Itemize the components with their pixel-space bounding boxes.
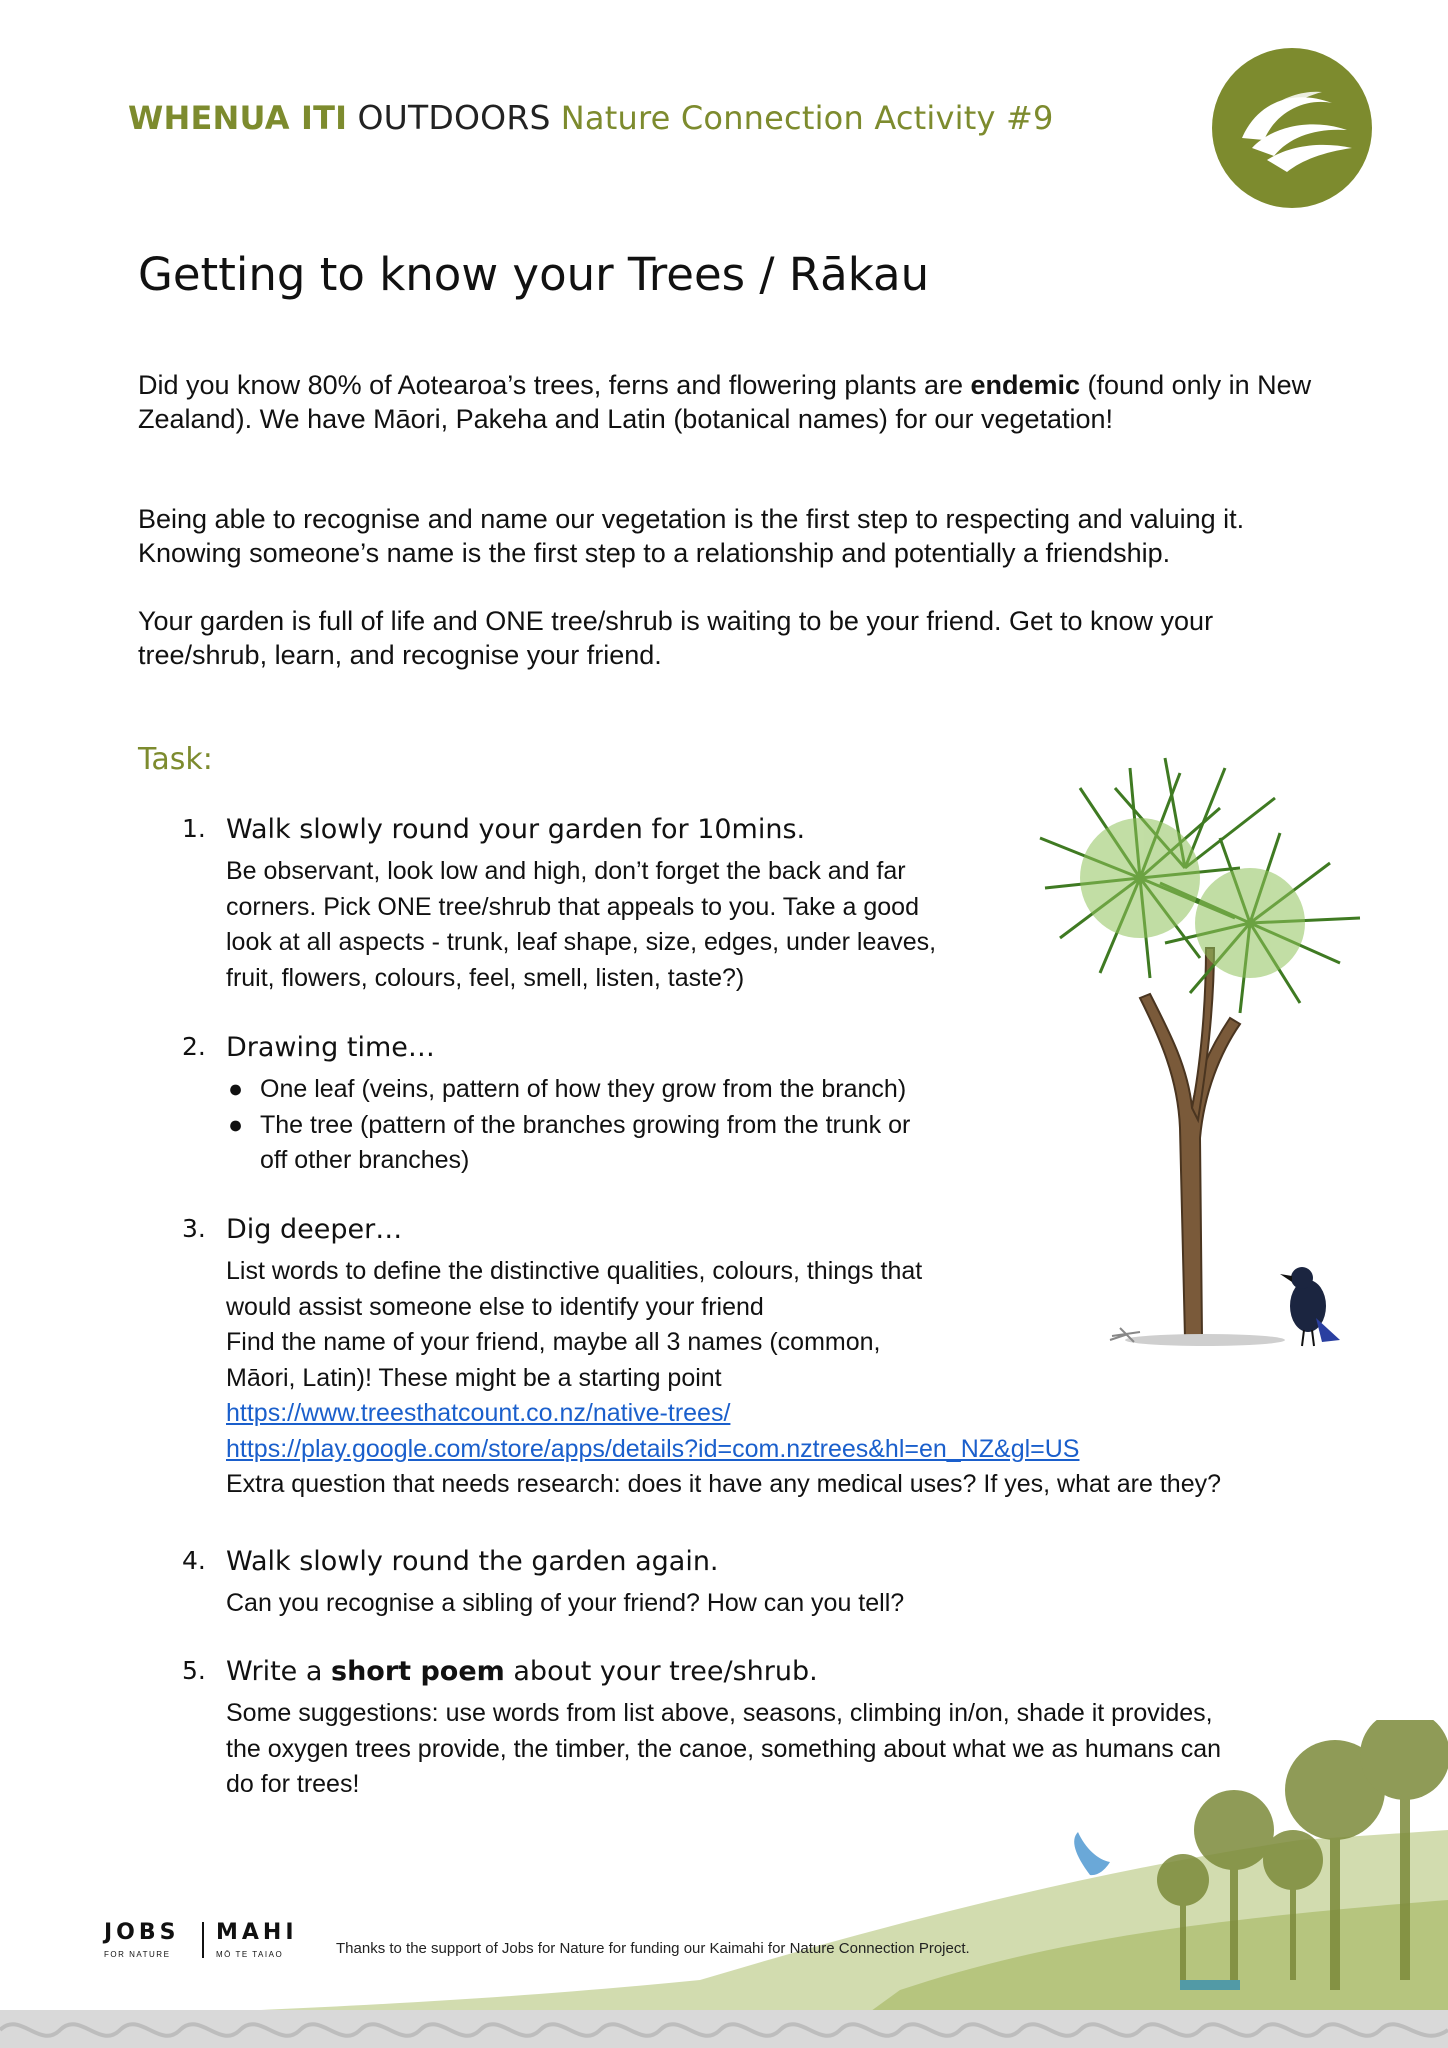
step-heading-b: about your tree/shrub. xyxy=(504,1656,818,1687)
step-heading-a: Write a xyxy=(226,1656,331,1687)
step-line: corners. Pick ONE tree/shrub that appeals to you. Take a good xyxy=(226,892,919,921)
list-item-continuation xyxy=(226,1143,910,1179)
activity-label: Nature Connection Activity #9 xyxy=(560,99,1054,137)
intro-paragraph-1 xyxy=(138,368,1318,436)
intro-p1-text-b: (found only in New Zealand). We have Māori, Pakeha and Latin (botanical names) for our vegetation! xyxy=(138,370,1312,434)
link-nz-trees-app[interactable]: https://play.google.com/store/apps/details?id=com.nztrees&hl=en_NZ&gl=US xyxy=(226,1434,1080,1463)
tui-bird-icon xyxy=(1280,1267,1340,1346)
intro-paragraph-2: Being able to recognise and name our vegetation is the first step to respecting and valuing it. Knowing someone’s name is the first step to a relationship and potentially a friendship. xyxy=(138,504,1245,568)
step-body xyxy=(226,1586,904,1622)
intro-p1-bold: endemic xyxy=(970,370,1081,400)
step-line: the oxygen trees provide, the timber, the canoe, something about what we as humans can xyxy=(226,1734,1222,1763)
logo-jobs: JOBS xyxy=(104,1920,180,1945)
step-line: Be observant, look low and high, don’t forget the back and far xyxy=(226,857,906,885)
step-line: Find the name of your friend, maybe all 3 names (common, xyxy=(226,1328,881,1356)
logo-mahi: MAHI xyxy=(216,1920,298,1945)
brand-whenua-iti: WHENUA ITI xyxy=(128,99,348,137)
bullet-icon: ● xyxy=(228,1075,244,1103)
step-heading: Dig deeper… xyxy=(226,1214,403,1245)
brand-outdoors: OUTDOORS xyxy=(357,98,551,137)
step-heading: Walk slowly round the garden again. xyxy=(226,1546,719,1577)
step-line: Can you recognise a sibling of your friend? How can you tell? xyxy=(226,1589,905,1617)
step-extra-question: Extra question that needs research: does it have any medical uses? If yes, what are they? xyxy=(226,1470,1222,1498)
step-line: List words to define the distinctive qualities, colours, things that xyxy=(226,1257,923,1285)
logo-divider xyxy=(202,1922,204,1958)
intro-paragraph-3: Your garden is full of life and ONE tree/shrub is waiting to be your friend. Get to know your tree/shrub, learn, and recognise your friend. xyxy=(138,606,1214,670)
list-item xyxy=(226,1072,910,1108)
step-number: 2. xyxy=(182,1032,206,1061)
logo-sub-mo-te-taiao: MŌ TE TAIAO xyxy=(216,1950,284,1959)
step-heading: Walk slowly round your garden for 10mins. xyxy=(226,814,806,845)
bullet-text: One leaf (veins, pattern of how they grow from the branch) xyxy=(260,1075,907,1103)
logo-sub-for-nature: FOR NATURE xyxy=(104,1950,171,1959)
landscape-border-decoration xyxy=(0,1720,1448,2048)
step-number: 1. xyxy=(182,814,206,843)
intro-p1-text-a: Did you know 80% of Aotearoa’s trees, ferns and flowering plants are xyxy=(138,370,971,400)
step-number: 4. xyxy=(182,1546,206,1575)
bullet-text: The tree (pattern of the branches growing from the trunk or xyxy=(260,1110,911,1139)
step-number: 5. xyxy=(182,1656,206,1685)
step-line: Some suggestions: use words from list above, seasons, climbing in/on, shade it provides, xyxy=(226,1699,1213,1727)
cabbage-tree-illustration xyxy=(1010,748,1380,1358)
step-line: Māori, Latin)! These might be a starting point xyxy=(226,1363,722,1392)
footer-thanks: Thanks to the support of Jobs for Nature for funding our Kaimahi for Nature Connection Project. xyxy=(336,1940,970,1957)
step-body xyxy=(226,854,936,996)
whenua-iti-wave-logo-icon xyxy=(1212,48,1372,208)
step-line: fruit, flowers, colours, feel, smell, listen, taste?) xyxy=(226,963,745,992)
step-number: 3. xyxy=(182,1214,206,1243)
list-item xyxy=(226,1108,910,1144)
step-line: look at all aspects - trunk, leaf shape, size, edges, under leaves, xyxy=(226,928,937,956)
jobs-for-nature-logo xyxy=(104,1920,304,1964)
step-heading: Drawing time… xyxy=(226,1032,435,1063)
step-heading-bold: short poem xyxy=(331,1656,505,1687)
step-bullet-list xyxy=(226,1072,910,1179)
step-line: do for trees! xyxy=(226,1770,360,1798)
header-title xyxy=(128,96,1054,138)
step-line: would assist someone else to identify your friend xyxy=(226,1292,764,1321)
page-title: Getting to know your Trees / Rākau xyxy=(138,248,930,301)
bullet-icon: ● xyxy=(228,1110,244,1139)
step-heading xyxy=(226,1656,818,1687)
bullet-text: off other branches) xyxy=(260,1146,470,1174)
task-heading: Task: xyxy=(138,742,213,777)
link-trees-that-count[interactable]: https://www.treesthatcount.co.nz/native-trees/ xyxy=(226,1399,731,1427)
